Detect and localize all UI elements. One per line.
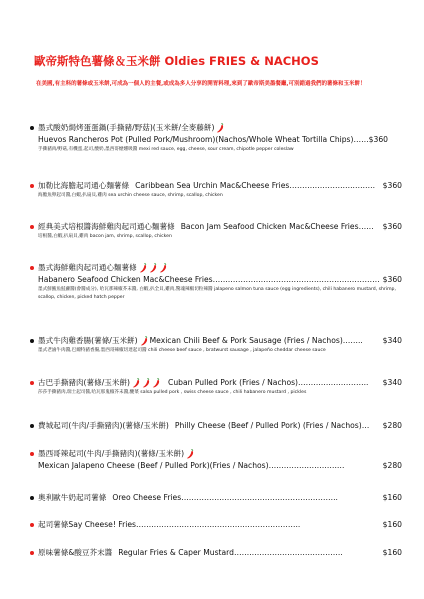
- chili-pepper-icon: [132, 378, 141, 388]
- item-name-en: Caribbean Sea Urchin Mac&Cheese Fries: [135, 181, 290, 190]
- item-description: 墨式老滷牛肉醬,巴爾特豬香腸,墨西哥辣椒切達起司醬 chili cheese beef sauce , bratwurst sausage , jalapeño cheddar cheese sauce: [38, 348, 326, 353]
- item-price: $360: [382, 222, 402, 231]
- bullet-icon: [30, 452, 34, 456]
- item-name-en: Mexican Chili Beef & Pork Sausage (Fries / Nachos): [149, 336, 343, 345]
- item-name-zh: 奧利歐牛奶起司薯條: [38, 493, 107, 502]
- bullet-icon: [30, 551, 34, 555]
- chili-pepper-icon: [139, 263, 148, 273]
- chili-pepper-icon: [186, 449, 195, 459]
- item-name-en: Say Cheese! Fries: [68, 520, 136, 529]
- item-price: $160: [382, 493, 402, 502]
- item-name-zh: 經典美式培根醬海鮮雞肉起司通心麵薯條: [38, 222, 175, 231]
- item-description: 培根醬,白蝦,扒扇貝,雞肉 bacon jam, shrimp, scallop, chicken: [38, 234, 172, 239]
- leader-dots: …: [361, 421, 370, 430]
- chili-pepper-icon: [140, 336, 149, 346]
- item-price: $340: [382, 378, 402, 387]
- leader-dots: ……………………………………………………..: [181, 493, 338, 502]
- intro-text: 在美國,有主料的薯條或玉米餅,可成為一個人的主餐,或成為多人分享的開胃料理,來到了歐帝斯美墨餐廳,可別錯過我們的薯條和玉米餅！: [36, 81, 366, 87]
- item-name-en: Habanero Seafood Chicken Mac&Cheese Fries: [38, 275, 213, 284]
- item-name-en: Mexican Jalapeno Cheese (Beef / Pulled Pork)(Fries / Nachos): [38, 461, 269, 470]
- bullet-icon: [30, 424, 34, 428]
- item-name-zh: 墨式海鮮雞肉起司通心麵薯條: [38, 263, 137, 272]
- menu-item: [30, 547, 402, 559]
- chili-rating: [132, 378, 162, 388]
- chili-rating: [216, 123, 226, 133]
- leader-dots: ……: [358, 222, 374, 231]
- leader-dots: ……………………..……..: [289, 181, 375, 190]
- leader-dots: …………………………………………………………: [212, 275, 380, 284]
- bullet-icon: [30, 184, 34, 188]
- menu-item: [30, 335, 402, 355]
- item-name-en: Philly Cheese (Beef / Pulled Pork) (Fries / Nachos): [174, 421, 362, 430]
- chili-pepper-icon: [216, 123, 225, 133]
- menu-item: [30, 221, 402, 241]
- item-price: $280: [382, 461, 402, 470]
- bullet-icon: [30, 496, 34, 500]
- bullet-icon: [30, 523, 34, 527]
- item-name-zh: 墨式牛肉雞香腸(薯條/玉米餅): [38, 336, 138, 345]
- leader-dots: ……..: [342, 336, 363, 345]
- item-name-en: Huevos Rancheros Pot (Pulled Pork/Mushroom)(Nachos/Whole Wheat Tortilla Chips): [38, 135, 354, 144]
- item-name-zh: 加勒比海膽起司通心麵薯條: [38, 181, 130, 190]
- item-description: 莎莎手撕豬肉,瑞士起司醬,哈瓦那鬼椒芥末醬,醃菜 salsa pulled pork , swiss cheese sauce , chili habanero mustard , pickles: [38, 390, 307, 395]
- item-name-en: Cuban Pulled Pork (Fries / Nachos): [168, 378, 299, 387]
- leader-dots: …………………………: [268, 461, 345, 470]
- menu-item: [30, 420, 402, 432]
- bullet-icon: [30, 266, 34, 270]
- chili-pepper-icon: [149, 263, 158, 273]
- leader-dots: …………………………………….: [233, 548, 343, 557]
- menu-item: [30, 122, 402, 154]
- item-name-zh: 起司薯條: [38, 520, 69, 529]
- item-price: $340: [382, 336, 402, 345]
- chili-rating: [186, 449, 196, 459]
- item-name-zh: 墨式酸奶焗烤蛋蛋鍋(手撕豬/野菇)(玉米餅/全麥藤餅): [38, 123, 215, 132]
- leader-dots: …………..…………..: [298, 378, 369, 387]
- page-title: 歐帝斯特色薯條＆玉米餅 Oldies FRIES & NACHOS: [34, 54, 319, 68]
- item-description: 墨式鮮鮪魚鮭蘿醬(會醬成分), 哈瓦那辣椒芥末醬, 白蝦,扒全貝,雞肉,驚魂辣椒切粒辣醬 jalapeno salmon tuna sauce (egg ingredients), chili habanero mustard, shrimp, scallop, chicken, picked hatch pepper: [38, 287, 396, 300]
- item-price: $360: [368, 135, 388, 144]
- chili-pepper-icon: [142, 378, 151, 388]
- item-price: $160: [382, 520, 402, 529]
- menu-item: [30, 180, 402, 200]
- item-price: $160: [382, 548, 402, 557]
- chili-rating: [139, 263, 169, 273]
- chili-rating: [140, 336, 150, 346]
- leader-dots: ………………………………………………………..: [135, 520, 301, 529]
- item-name-en: Oreo Cheese Fries: [112, 493, 182, 502]
- item-name-zh: 古巴手撕豬肉(薯條/玉米餅): [38, 378, 131, 387]
- item-price: $280: [382, 421, 402, 430]
- bullet-icon: [30, 339, 34, 343]
- item-name-en: Bacon Jam Seafood Chicken Mac&Cheese Fries: [180, 222, 359, 231]
- item-price: $360: [382, 275, 402, 284]
- menu-item: [30, 492, 402, 504]
- bullet-icon: [30, 225, 34, 229]
- menu-item: [30, 262, 402, 302]
- item-description: 海膽魚卵起司醬,白蝦,扒扇貝,雞肉 sea urchin cheese sauce, shrimp, scallop, chicken: [38, 193, 223, 198]
- item-name-zh: 原味薯條&酸豆芥末醬: [38, 548, 113, 557]
- item-description: 手撕豬肉/野菇,有機蛋,起司,酸奶,墨西哥煙燻吸醬 mexi red sauce, egg, cheese, sour cream, chipotle pepper coleslaw: [38, 147, 294, 152]
- chili-pepper-icon: [159, 263, 168, 273]
- chili-pepper-icon: [152, 378, 161, 388]
- menu-item: [30, 519, 402, 531]
- menu-item: [30, 377, 402, 397]
- item-price: $360: [382, 181, 402, 190]
- item-name-en: Regular Fries & Caper Mustard: [118, 548, 234, 557]
- item-name-zh: 墨西哥辣起司(牛肉/手撕豬肉)(薯條/玉米餅): [38, 449, 185, 458]
- item-name-zh: 費城起司(牛肉/手撕豬肉)(薯條/玉米餅): [38, 421, 169, 430]
- menu-item: [30, 448, 402, 472]
- bullet-icon: [30, 381, 34, 385]
- leader-dots: ……: [353, 135, 369, 144]
- bullet-icon: [30, 126, 34, 130]
